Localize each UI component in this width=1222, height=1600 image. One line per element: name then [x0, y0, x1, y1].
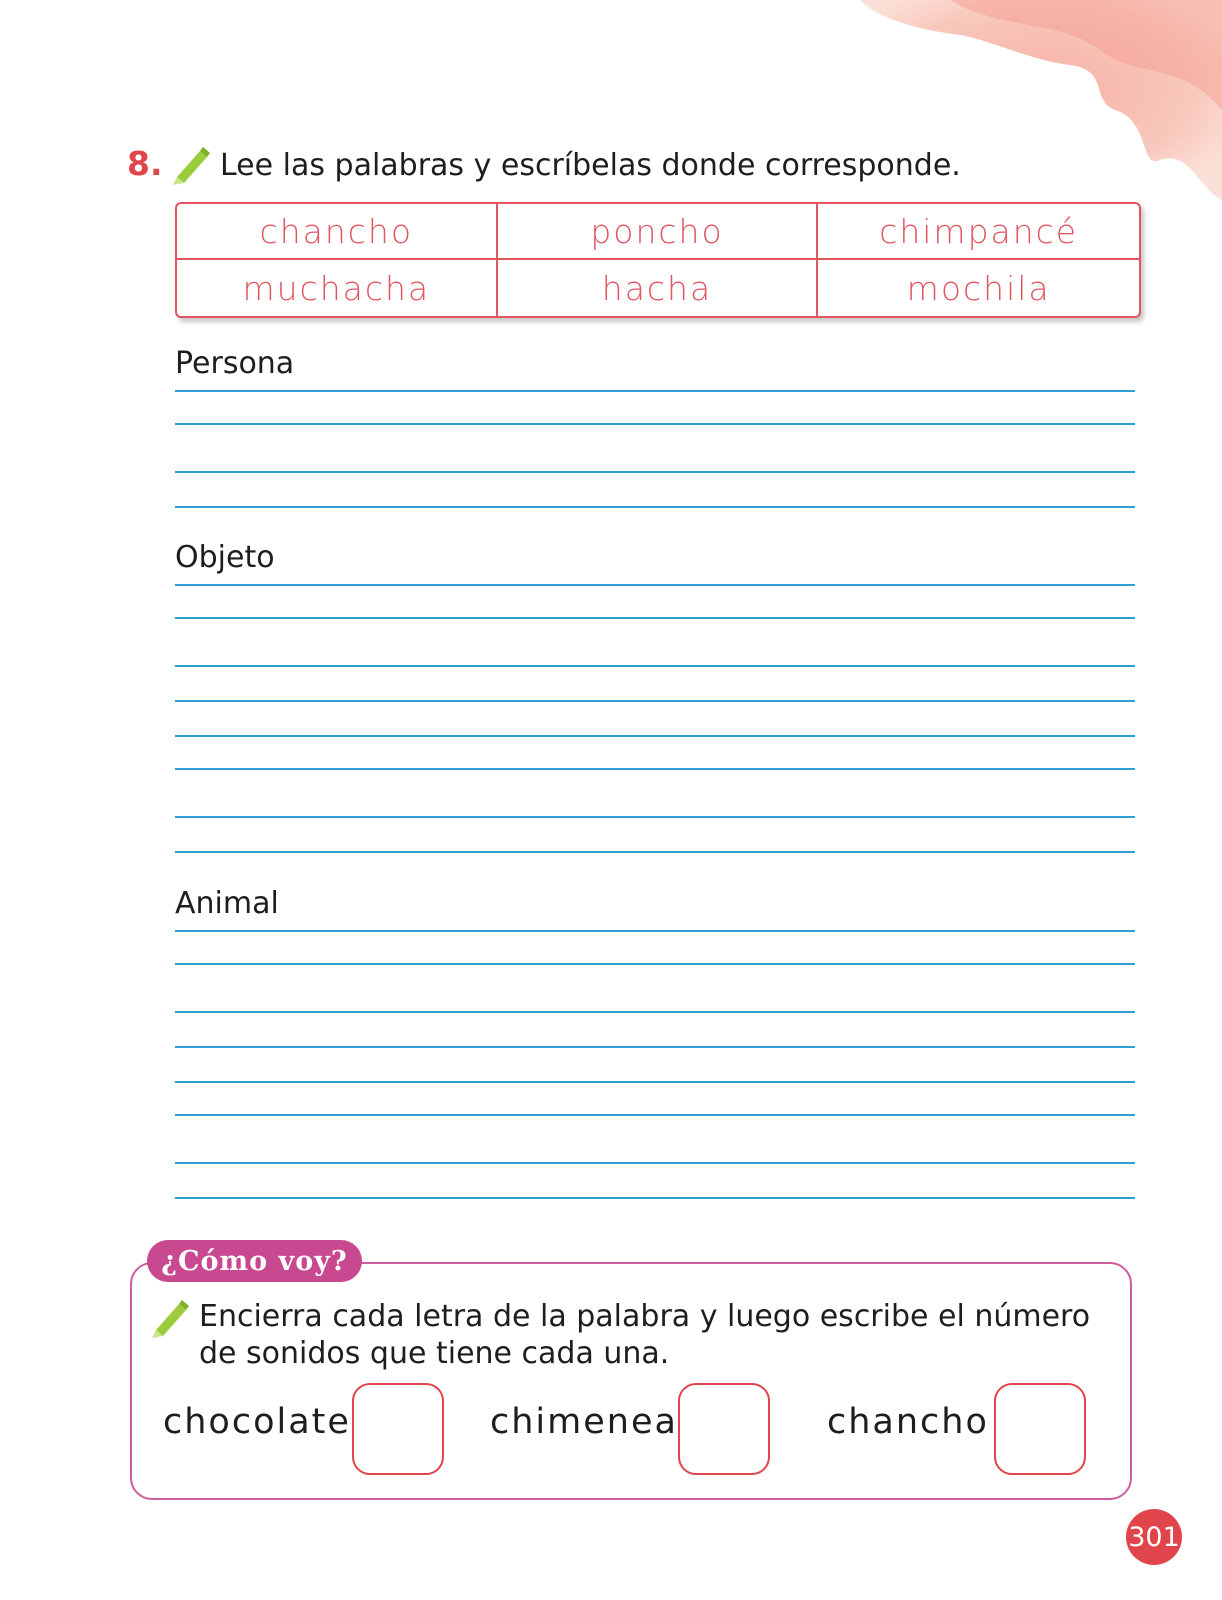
pencil-icon [150, 1296, 190, 1338]
word-cell: chimpancé [818, 204, 1139, 260]
writing-line[interactable] [175, 584, 1135, 586]
review-word: chimenea [490, 1402, 678, 1442]
writing-line[interactable] [175, 423, 1135, 425]
writing-line[interactable] [175, 1162, 1135, 1164]
review-word: chocolate [163, 1402, 351, 1442]
writing-line[interactable] [175, 617, 1135, 619]
section-label-objeto: Objeto [175, 540, 275, 575]
section-label-persona: Persona [175, 346, 295, 381]
writing-line[interactable] [175, 390, 1135, 392]
word-cell: muchacha [177, 260, 498, 316]
review-box [130, 1262, 1132, 1500]
writing-line[interactable] [175, 1081, 1135, 1083]
writing-line[interactable] [175, 506, 1135, 508]
writing-line[interactable] [175, 816, 1135, 818]
page-number: 301 [1126, 1509, 1182, 1565]
word-cell: chancho [177, 204, 498, 260]
writing-line[interactable] [175, 471, 1135, 473]
pencil-icon [171, 143, 211, 185]
exercise-number: 8. [127, 144, 163, 183]
word-bank-table [175, 202, 1141, 318]
word-cell: poncho [498, 204, 819, 260]
writing-line[interactable] [175, 930, 1135, 932]
writing-line[interactable] [175, 1011, 1135, 1013]
answer-box[interactable] [994, 1383, 1086, 1475]
answer-box[interactable] [678, 1383, 770, 1475]
writing-line[interactable] [175, 1114, 1135, 1116]
writing-line[interactable] [175, 735, 1135, 737]
writing-line[interactable] [175, 700, 1135, 702]
exercise-instruction: Lee las palabras y escríbelas donde corresponde. [220, 148, 961, 183]
review-word: chancho [827, 1402, 989, 1442]
writing-line[interactable] [175, 1197, 1135, 1199]
writing-line[interactable] [175, 963, 1135, 965]
writing-line[interactable] [175, 665, 1135, 667]
writing-line[interactable] [175, 851, 1135, 853]
review-title: ¿Cómo voy? [147, 1240, 362, 1282]
answer-box[interactable] [352, 1383, 444, 1475]
writing-line[interactable] [175, 1046, 1135, 1048]
word-cell: hacha [498, 260, 819, 316]
review-instruction-line2: de sonidos que tiene cada una. [199, 1336, 670, 1371]
review-instruction-line1: Encierra cada letra de la palabra y luego escribe el número [199, 1299, 1091, 1334]
section-label-animal: Animal [175, 886, 279, 921]
writing-line[interactable] [175, 768, 1135, 770]
word-cell: mochila [906, 268, 1051, 308]
